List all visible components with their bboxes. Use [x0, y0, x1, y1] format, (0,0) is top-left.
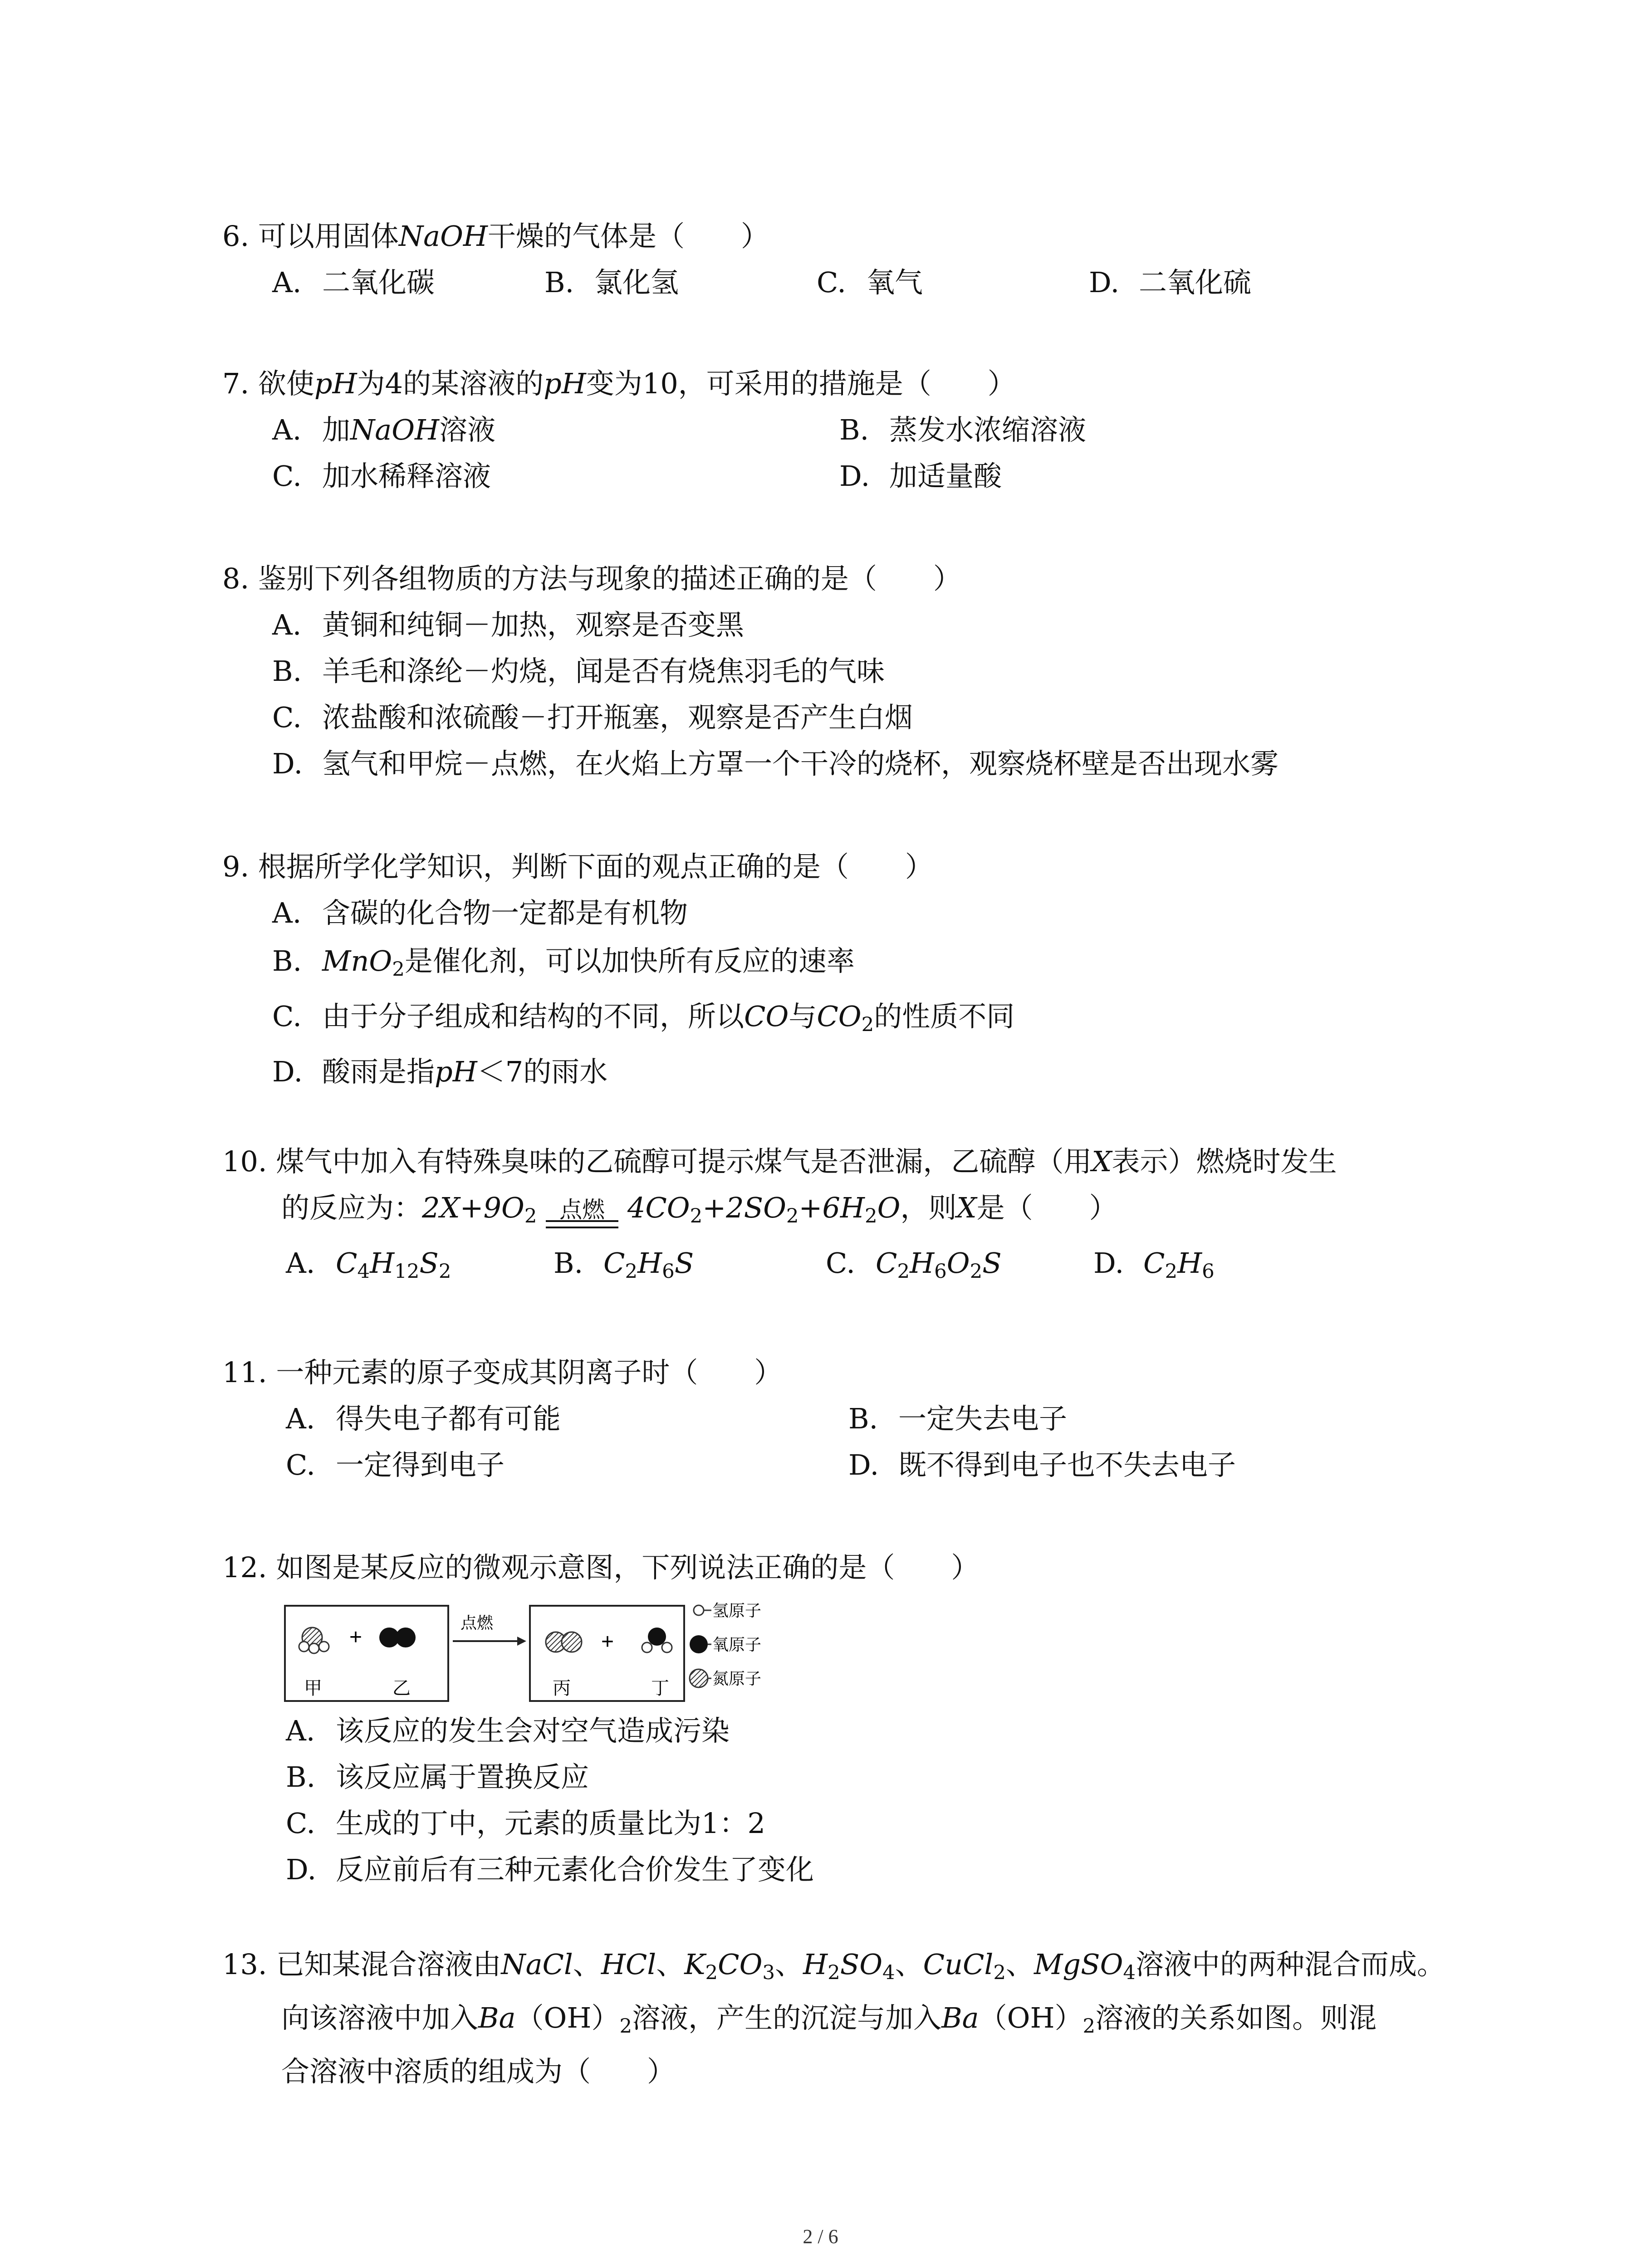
option-b[interactable]	[222, 1760, 1447, 1794]
option-label: B.	[848, 1402, 878, 1435]
option-text: 加水稀释溶液	[322, 459, 491, 493]
question-stem	[222, 562, 1447, 595]
separator: 、	[1005, 1948, 1034, 1981]
option-a[interactable]	[286, 1246, 451, 1283]
subscript: 2	[705, 1961, 718, 1984]
separator: 、	[573, 1948, 601, 1981]
subscript: 2	[993, 1961, 1006, 1984]
subscript: 2	[438, 1260, 451, 1283]
molecule-jia	[299, 1628, 329, 1653]
option-label: A.	[272, 266, 302, 299]
arrow-head	[517, 1637, 526, 1646]
option-a[interactable]	[222, 608, 1447, 641]
separator: 、	[895, 1948, 923, 1981]
stem-text: 溶液的关系如图。则混	[1095, 2001, 1377, 2034]
formula: CO	[817, 1000, 862, 1033]
option-b[interactable]	[222, 655, 1447, 688]
formula: H	[1177, 1246, 1202, 1280]
option-text: 与	[789, 1000, 817, 1033]
stem-text: 鉴别下列各组物质的方法与现象的描述正确的是（ ）	[258, 562, 961, 595]
formula: X	[956, 1191, 977, 1224]
formula: H	[370, 1246, 395, 1280]
subscript: 2	[619, 2014, 632, 2038]
option-label: A.	[286, 1246, 315, 1280]
condition-label: 点燃	[460, 1613, 494, 1632]
option-text: 氧气	[867, 266, 923, 299]
option-text: 一定失去电子	[898, 1402, 1068, 1435]
molecule-ding	[642, 1628, 672, 1652]
question-stem	[222, 1551, 1447, 1584]
formula: pH	[314, 367, 357, 400]
subscript: 12	[394, 1260, 420, 1283]
option-b[interactable]	[554, 1246, 694, 1283]
option-text: 加	[322, 413, 351, 446]
option-label: A.	[286, 1402, 315, 1435]
option-c[interactable]	[222, 701, 1447, 734]
formula: H	[637, 1246, 662, 1280]
formula: C	[1143, 1246, 1165, 1280]
stem-text: 煤气中加入有特殊臭味的乙硫醇可提示煤气是否泄漏，乙硫醇（用	[276, 1145, 1092, 1178]
option-label: C.	[286, 1807, 315, 1840]
page-number: 2 / 6	[803, 2225, 838, 2248]
formula: MgSO	[1034, 1948, 1123, 1981]
option-c[interactable]	[222, 1809, 1447, 1838]
question-number: 10.	[222, 1145, 267, 1178]
formula: K	[684, 1948, 705, 1981]
plus-sign: +	[349, 1625, 362, 1649]
question-12	[222, 1551, 1447, 1584]
option-label: D.	[272, 1055, 303, 1088]
option-label: C.	[272, 1000, 302, 1033]
option-label: C.	[272, 701, 302, 734]
option-label: C.	[286, 1448, 315, 1481]
reaction-condition	[546, 1194, 618, 1224]
option-label: A.	[272, 896, 302, 929]
option-label: C.	[817, 266, 846, 299]
option-d[interactable]	[222, 1853, 1447, 1886]
option-a[interactable]	[222, 896, 1447, 929]
question-number: 9.	[222, 850, 250, 883]
stem-text: 溶液，产生的沉淀与加入	[632, 2001, 942, 2034]
formula: O	[946, 1246, 970, 1280]
stem-text: 已知某混合溶液由	[276, 1948, 501, 1981]
option-text: 二氧化碳	[322, 266, 435, 299]
formula: H	[803, 1948, 828, 1981]
molecule-bing	[546, 1632, 582, 1652]
option-d[interactable]	[222, 747, 1447, 780]
stem-text: 向该溶液中加入	[281, 2001, 479, 2034]
legend	[690, 1601, 761, 1688]
formula: pH	[435, 1055, 477, 1088]
formula: （OH）	[515, 2001, 620, 2034]
stem-text: 是（ ）	[976, 1191, 1117, 1224]
subscript: 3	[762, 1961, 775, 1984]
stem-text: 合溶液中溶质的组成为（ ）	[281, 2055, 676, 2088]
option-d[interactable]	[1089, 266, 1252, 299]
question-stem	[222, 1948, 1447, 1984]
molecule-yi	[379, 1628, 416, 1647]
subscript: 2	[897, 1260, 910, 1283]
option-c[interactable]	[272, 459, 491, 493]
formula: （OH）	[979, 2001, 1083, 2034]
question-stem	[222, 1145, 1447, 1178]
condition-text: 点燃	[559, 1197, 605, 1223]
subscript: 2	[1165, 1260, 1178, 1283]
option-c[interactable]	[286, 1448, 505, 1481]
subscript: 4	[357, 1260, 370, 1283]
label-yi: 乙	[392, 1678, 411, 1698]
plus-sign: +	[601, 1630, 614, 1654]
option-text: ＜7的雨水	[477, 1055, 608, 1088]
option-text: 溶液	[439, 413, 496, 446]
formula: Ba	[478, 2001, 516, 2034]
question-number: 12.	[222, 1551, 267, 1584]
option-text: 生成的丁中，元素的质量比为1：2	[336, 1807, 765, 1840]
option-c[interactable]	[222, 1000, 1447, 1036]
subscript: 2	[828, 1961, 840, 1984]
subscript: 4	[1123, 1961, 1136, 1984]
options-row	[222, 1448, 1447, 1481]
question-stem	[222, 220, 1447, 253]
formula: C	[876, 1246, 897, 1280]
formula: S	[419, 1246, 439, 1280]
option-label: D.	[839, 459, 870, 493]
options-row	[222, 266, 1447, 299]
option-label: D.	[848, 1448, 879, 1481]
option-text: 一定得到电子	[336, 1448, 505, 1481]
options-row	[222, 1246, 1447, 1283]
option-b[interactable]	[848, 1402, 1068, 1435]
formula: X	[1092, 1145, 1112, 1178]
equation-right: 4CO	[627, 1191, 690, 1224]
label-ding: 丁	[651, 1678, 669, 1698]
formula: NaOH	[398, 220, 488, 253]
option-label: B.	[272, 655, 302, 688]
option-text: 该反应属于置换反应	[336, 1760, 589, 1794]
option-text: 黄铜和纯铜－加热，观察是否变黑	[322, 608, 745, 641]
option-label: B.	[544, 266, 574, 299]
stem-text: 表示）燃烧时发生	[1112, 1145, 1337, 1178]
reaction-micro-diagram	[281, 1601, 848, 1708]
question-9	[222, 850, 1447, 1088]
question-7	[222, 367, 1447, 493]
option-text: 含碳的化合物一定都是有机物	[322, 896, 688, 929]
equation-right: O	[877, 1191, 901, 1224]
option-text: 反应前后有三种元素化合价发生了变化	[336, 1853, 814, 1886]
option-b[interactable]	[839, 413, 1087, 446]
option-label: B.	[554, 1246, 583, 1280]
label-jia: 甲	[304, 1678, 322, 1698]
equation-left: 2X+9O	[422, 1191, 524, 1224]
stem-text: 根据所学化学知识，判断下面的观点正确的是（ ）	[258, 850, 933, 883]
question-stem-line3	[281, 2055, 1447, 2088]
stem-text: ，则	[900, 1191, 957, 1224]
formula: H	[910, 1246, 935, 1280]
question-number: 13.	[222, 1948, 267, 1981]
option-a[interactable]	[286, 1402, 561, 1435]
legend-hydrogen-symbol	[694, 1605, 704, 1615]
subscript: 2	[625, 1260, 638, 1283]
subscript: 2	[392, 958, 405, 981]
question-number: 11.	[222, 1356, 267, 1389]
option-text: 蒸发水浓缩溶液	[889, 413, 1087, 446]
option-label: A.	[286, 1714, 315, 1747]
formula: S	[674, 1246, 694, 1280]
option-label: C.	[826, 1246, 855, 1280]
subscript: 2	[861, 1013, 874, 1036]
subscript: 2	[524, 1204, 537, 1227]
option-text: 浓盐酸和浓硫酸－打开瓶塞，观察是否产生白烟	[322, 701, 913, 734]
label-bing: 丙	[553, 1678, 571, 1698]
option-text: 氢气和甲烷－点燃，在火焰上方罩一个干冷的烧杯，观察烧杯壁是否出现水雾	[322, 747, 1279, 780]
options-row	[222, 413, 1447, 446]
stem-text: 干燥的气体是（ ）	[488, 220, 769, 253]
option-d[interactable]	[222, 1055, 1447, 1088]
option-label: D.	[272, 747, 303, 780]
stem-text: 可以用固体	[258, 220, 399, 253]
legend-oxygen: 氧原子	[712, 1635, 762, 1654]
stem-text: 变为10，可采用的措施是（ ）	[586, 367, 1016, 400]
option-c[interactable]	[826, 1246, 1002, 1283]
option-label: D.	[286, 1853, 317, 1886]
subscript: 6	[1202, 1260, 1215, 1283]
option-text: 是催化剂，可以加快所有反应的速率	[404, 944, 855, 978]
option-a[interactable]	[222, 1714, 1447, 1747]
option-text: 酸雨是指	[322, 1055, 435, 1088]
question-stem-line2	[281, 1191, 1447, 1227]
options-row	[222, 1402, 1447, 1435]
formula: NaCl	[501, 1948, 573, 1981]
formula: S	[982, 1246, 1002, 1280]
formula: NaOH	[350, 413, 440, 446]
formula: CO	[744, 1000, 789, 1033]
option-a[interactable]	[272, 413, 496, 446]
question-number: 7.	[222, 367, 250, 400]
equation-right: +2SO	[702, 1191, 786, 1224]
option-label: A.	[272, 608, 302, 641]
question-8	[222, 562, 1447, 780]
question-number: 6.	[222, 220, 250, 253]
subscript: 6	[662, 1260, 675, 1283]
formula: pH	[544, 367, 586, 400]
subscript: 4	[882, 1961, 895, 1984]
option-b[interactable]	[222, 944, 1447, 981]
formula: CO	[718, 1948, 763, 1981]
option-label: B.	[839, 413, 869, 446]
stem-text: 为4的某溶液的	[357, 367, 544, 400]
legend-nitrogen: 氮原子	[712, 1669, 762, 1688]
option-label: D.	[1089, 266, 1120, 299]
formula: MnO	[322, 944, 392, 978]
option-text: 加适量酸	[889, 459, 1002, 493]
question-10	[222, 1145, 1447, 1283]
options-row	[222, 459, 1447, 493]
subscript: 6	[934, 1260, 947, 1283]
option-label: C.	[272, 459, 302, 493]
formula: SO	[840, 1948, 883, 1981]
option-c[interactable]	[817, 266, 923, 299]
option-text: 羊毛和涤纶－灼烧，闻是否有烧焦羽毛的气味	[322, 655, 885, 688]
subscript: 2	[864, 1204, 877, 1227]
question-stem	[222, 1356, 1447, 1389]
question-stem	[222, 850, 1447, 883]
question-13	[222, 1950, 1447, 2086]
legend-oxygen-symbol	[690, 1635, 708, 1653]
equation-right: +6H	[798, 1191, 865, 1224]
option-text: 该反应的发生会对空气造成污染	[336, 1714, 730, 1747]
subscript: 2	[690, 1204, 703, 1227]
equals-sign	[546, 1220, 618, 1228]
question-number: 8.	[222, 562, 250, 595]
question-stem-line2	[281, 2001, 1447, 2038]
legend-hydrogen: 氢原子	[712, 1601, 762, 1620]
subscript: 2	[786, 1204, 799, 1227]
legend-nitrogen-symbol	[690, 1669, 708, 1687]
stem-text: 一种元素的原子变成其阴离子时（ ）	[276, 1356, 783, 1389]
question-6	[222, 222, 1447, 297]
formula: CuCl	[923, 1948, 994, 1981]
stem-text: 的反应为：	[281, 1191, 422, 1224]
stem-text: 如图是某反应的微观示意图，下列说法正确的是（ ）	[276, 1551, 980, 1584]
formula: C	[336, 1246, 358, 1280]
question-stem	[222, 367, 1447, 400]
option-d[interactable]	[1093, 1246, 1215, 1283]
formula: HCl	[601, 1948, 656, 1981]
option-a[interactable]	[272, 266, 435, 299]
question-12-options	[222, 1714, 1447, 1886]
option-text: 氯化氢	[594, 266, 679, 299]
stem-text: 欲使	[258, 367, 314, 400]
separator: 、	[775, 1948, 803, 1981]
question-11	[222, 1356, 1447, 1481]
option-text: 既不得到电子也不失去电子	[898, 1448, 1236, 1481]
option-text: 二氧化硫	[1139, 266, 1252, 299]
option-text: 由于分子组成和结构的不同，所以	[322, 1000, 745, 1033]
stem-text: 溶液中的两种混合而成。	[1136, 1948, 1445, 1981]
separator: 、	[656, 1948, 685, 1981]
option-b[interactable]	[544, 266, 679, 299]
option-label: B.	[272, 944, 302, 978]
option-d[interactable]	[839, 459, 1002, 493]
subscript: 2	[970, 1260, 983, 1283]
formula: C	[603, 1246, 625, 1280]
option-text: 得失电子都有可能	[336, 1402, 561, 1435]
option-label: A.	[272, 413, 302, 446]
formula: Ba	[941, 2001, 979, 2034]
option-d[interactable]	[848, 1448, 1236, 1481]
option-label: D.	[1093, 1246, 1124, 1280]
option-text: 的性质不同	[874, 1000, 1015, 1033]
subscript: 2	[1083, 2014, 1096, 2038]
option-label: B.	[286, 1760, 316, 1794]
